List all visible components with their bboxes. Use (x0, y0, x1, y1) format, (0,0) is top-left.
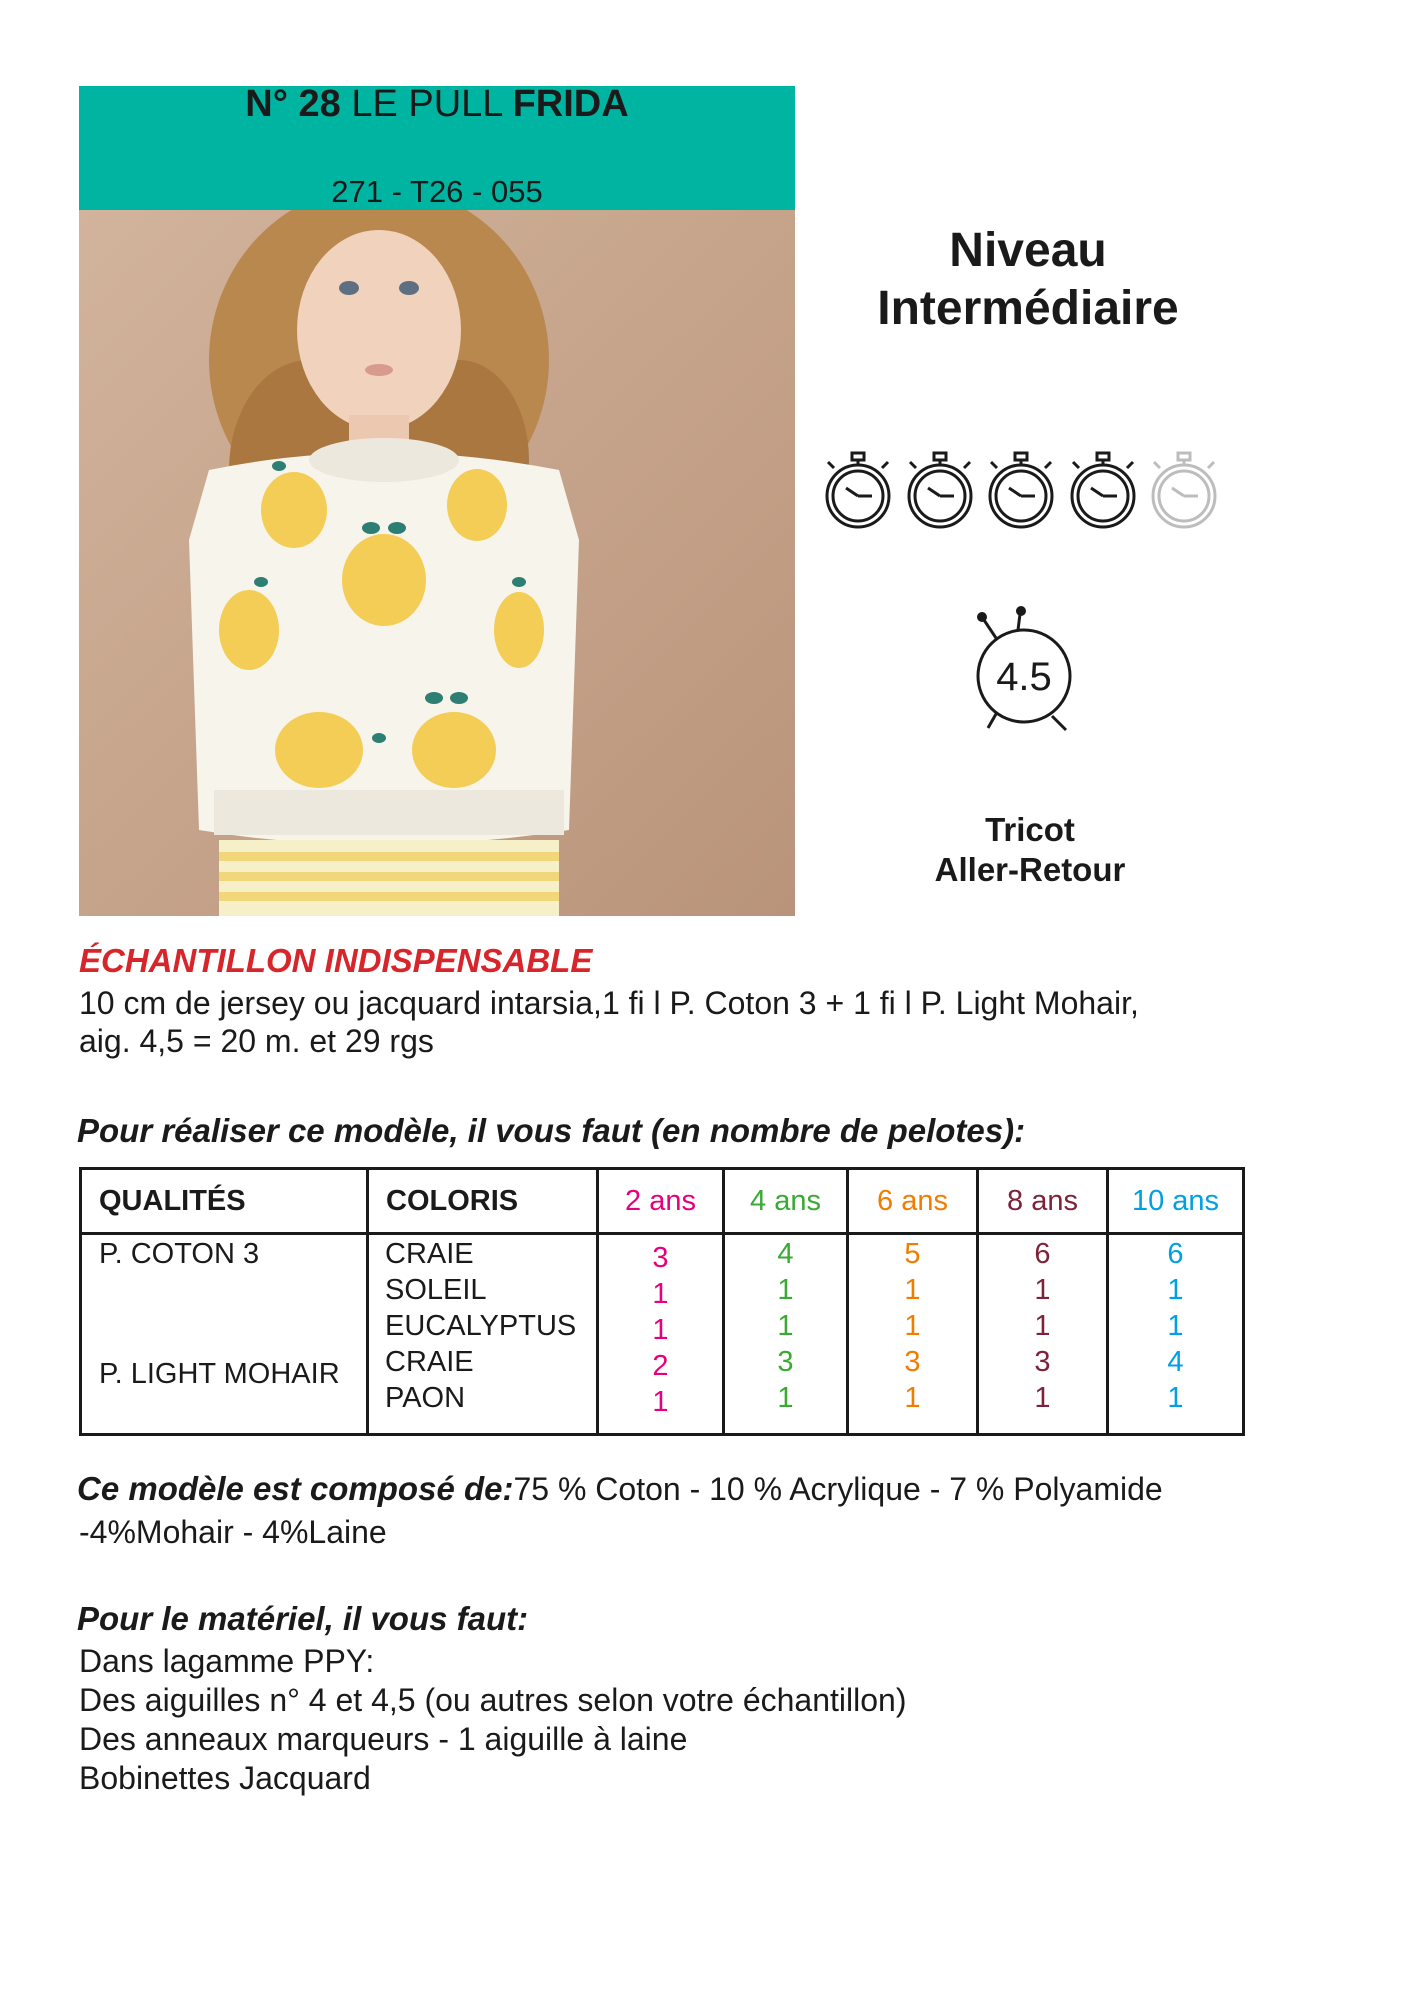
quality-name: P. LIGHT MOHAIR (99, 1358, 340, 1390)
quantity-value: 1 (652, 1278, 669, 1310)
header-colors: COLORIS (386, 1185, 519, 1217)
needle-size-icon (966, 606, 1082, 736)
gauge-line1: 10 cm de jersey ou jacquard intarsia,1 fi l P. Coton 3 + 1 fi l P. Light Mohair, (79, 985, 1139, 1021)
color-name: CRAIE (385, 1346, 474, 1378)
quantity-value: 1 (652, 1386, 669, 1418)
quantity-column (1109, 1236, 1242, 1416)
pattern-number: N° 28 (245, 83, 341, 125)
quantity-value: 1 (1034, 1382, 1051, 1414)
quantity-value: 1 (1167, 1310, 1184, 1342)
quantity-column (849, 1236, 976, 1416)
quantity-value: 1 (777, 1310, 794, 1342)
composition-heading: Ce modèle est composé de: (77, 1470, 514, 1507)
stopwatch-icon-inactive (1148, 450, 1220, 532)
quantity-value: 2 (652, 1350, 669, 1382)
header-age: 4 ans (750, 1185, 821, 1217)
composition-line2: -4%Mohair - 4%Laine (79, 1514, 387, 1550)
quantity-value: 1 (1167, 1274, 1184, 1306)
yarn-table (79, 1167, 1245, 1436)
quantity-value: 3 (777, 1346, 794, 1378)
material-heading: Pour le matériel, il vous faut: (77, 1600, 529, 1637)
color-name: SOLEIL (385, 1274, 487, 1306)
technique (880, 810, 1180, 890)
model-photo-illustration (79, 210, 795, 916)
quantity-value: 4 (777, 1238, 794, 1270)
material-item: Dans lagamme PPY: (79, 1643, 375, 1679)
quantity-value: 6 (1034, 1238, 1051, 1270)
requirements-heading: Pour réaliser ce modèle, il vous faut (en nombre de pelotes): (77, 1112, 1026, 1149)
table-header-divider (82, 1232, 1242, 1235)
header-age: 8 ans (1007, 1185, 1078, 1217)
material-list (79, 1642, 906, 1798)
quality-name: P. COTON 3 (99, 1238, 260, 1270)
quantity-value: 4 (1167, 1346, 1184, 1378)
quantity-value: 1 (777, 1382, 794, 1414)
level-label: Niveau (949, 224, 1107, 277)
quantity-value: 1 (777, 1274, 794, 1306)
quantity-value: 1 (652, 1314, 669, 1346)
quantity-value: 5 (904, 1238, 921, 1270)
header-age: 10 ans (1131, 1185, 1220, 1217)
composition-line1: 75 % Coton - 10 % Acrylique - 7 % Polyamide (513, 1471, 1163, 1507)
quantity-value: 3 (1034, 1346, 1051, 1378)
composition (77, 1470, 1163, 1508)
quantity-value: 1 (1034, 1274, 1051, 1306)
stopwatch-icon (1067, 450, 1139, 532)
color-list (385, 1236, 576, 1416)
header-age: 6 ans (877, 1185, 948, 1217)
stopwatch-icon (985, 450, 1057, 532)
quantity-value: 6 (1167, 1238, 1184, 1270)
technique-line1: Tricot (985, 811, 1075, 848)
technique-line2: Aller-Retour (934, 851, 1126, 888)
stopwatch-icon (904, 450, 976, 532)
quantity-column (725, 1236, 846, 1416)
pattern-title (79, 82, 795, 126)
gauge-line2: aig. 4,5 = 20 m. et 29 rgs (79, 1023, 434, 1059)
quantity-value: 1 (904, 1310, 921, 1342)
color-name: EUCALYPTUS (385, 1310, 577, 1342)
quantity-value: 1 (904, 1382, 921, 1414)
pattern-reference: 271 - T26 - 055 (331, 174, 543, 209)
material-item: Bobinettes Jacquard (79, 1760, 371, 1796)
header-age: 2 ans (625, 1185, 696, 1217)
stopwatch-icon (822, 450, 894, 532)
color-name: CRAIE (385, 1238, 474, 1270)
quantity-value: 3 (652, 1242, 669, 1274)
pattern-title-mid: LE PULL (340, 83, 513, 125)
header-qualities: QUALITÉS (99, 1185, 246, 1217)
quantity-value: 1 (1167, 1382, 1184, 1414)
model-photo (79, 210, 795, 916)
quantity-value: 1 (1034, 1310, 1051, 1342)
level-value: Intermédiaire (877, 282, 1179, 335)
quantity-value: 1 (904, 1274, 921, 1306)
difficulty-level (812, 222, 1244, 338)
gauge-text (79, 984, 1309, 1060)
needle-size-value: 4.5 (996, 655, 1052, 699)
quantity-value: 3 (904, 1346, 921, 1378)
quantity-column (599, 1240, 722, 1420)
title-band (79, 83, 795, 210)
difficulty-rating (822, 450, 1220, 532)
color-name: PAON (385, 1382, 466, 1414)
gauge-heading: ÉCHANTILLON INDISPENSABLE (79, 942, 593, 979)
pattern-name: FRIDA (512, 83, 629, 125)
material-item: Des aiguilles n° 4 et 4,5 (ou autres selon votre échantillon) (79, 1682, 907, 1718)
quantity-column (979, 1236, 1106, 1416)
material-item: Des anneaux marqueurs - 1 aiguille à laine (79, 1721, 688, 1757)
